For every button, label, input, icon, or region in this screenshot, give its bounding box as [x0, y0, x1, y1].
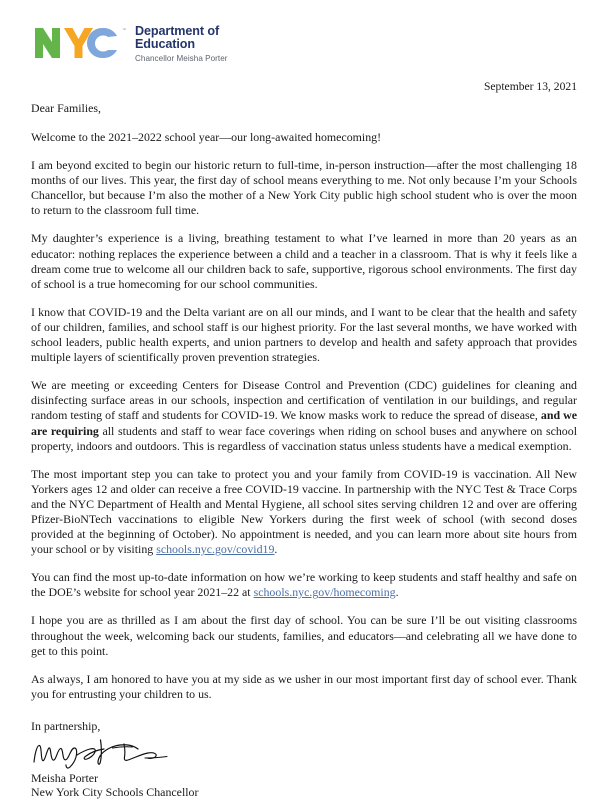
closing-line: In partnership, [31, 718, 101, 733]
paragraph-up-to-date-info [31, 570, 577, 600]
emphasis-cdc-guidelines: and we are requiring [31, 408, 577, 438]
signature-image [31, 736, 577, 770]
text-run: . [395, 585, 399, 600]
paragraph-thrilled: I hope you are as thrilled as I am about the first day of school. You can be sure I’ll be out visiting classrooms throughout the week, welcoming back our students, families, and educators—and celebrating all we have done to get to this point. [31, 613, 577, 658]
link-vaccination[interactable]: schools.nyc.gov/covid19 [156, 542, 275, 557]
paragraph-honored: As always, I am honored to have you at my side as we usher in our most important first day of school ever. Thank you for entrusting your children to us. [31, 671, 577, 701]
paragraph-historic-return: I am beyond excited to begin our historic return to full-time, in-person instruction—after the most challenging 18 months of our lives. This year, the first day of school means everything to me. Not only because I’m your Schools Chancellor, but because I’m also the mother of a New York City public high school student who is over the moon to return to the classroom full time. [31, 158, 577, 218]
letter-date: September 13, 2021 [483, 80, 577, 93]
paragraph-vaccination [31, 467, 577, 558]
paragraph-cdc-guidelines [31, 378, 577, 453]
signer-title: New York City Schools Chancellor [31, 785, 199, 799]
link-up-to-date-info[interactable]: schools.nyc.gov/homecoming [253, 585, 396, 600]
chancellor-subtitle: Chancellor Meisha Porter [135, 53, 228, 63]
paragraph-daughter-experience: My daughter’s experience is a living, breathing testament to what I’ve learned in more than 20 years as an educator: nothing replaces the experience between a child and a teacher in a classroom. That is why it feels like a dream come true to welcome all our children back to safe, supportive, rigorous school environments. The first day of school is a true homecoming for our school communities. [31, 231, 577, 291]
agency-line-2: Education [135, 37, 195, 52]
paragraph-covid-delta: I know that COVID-19 and the Delta variant are on all our minds, and I want to be clear that the health and safety of our children, families, and school staff is our highest priority. For the last several months, we have worked with school leaders, public health experts, and union partners to develop and health and safety approach that provides multiple layers of scientifically proven prevention strategies. [31, 304, 577, 365]
agency-line-1: Department of [135, 24, 220, 38]
letter-body [31, 101, 577, 799]
text-run: . [274, 542, 278, 557]
paragraph-list [31, 130, 577, 702]
paragraph-welcome: Welcome to the 2021–2022 school year—our long-awaited homecoming! [31, 130, 382, 144]
text-run: We are meeting or exceeding Centers for Disease Control and Prevention (CDC) guidelines for cleaning and disinfecting surface areas in our schools, inspection and certification of ventilation in our buildings, and regular random testing of staff and students for COVID-19. We know masks work to reduce the spread of disease, [31, 378, 577, 423]
salutation: Dear Families, [31, 101, 102, 115]
text-run: You can find the most up-to-date information on how we’re working to keep students and staff healthy and safe on the DOE’s website for school year 2021–22 at [31, 570, 577, 600]
letterhead [33, 26, 228, 65]
text-run: The most important step you can take to protect you and your family from COVID-19 is vaccination. All New Yorkers ages 12 and older can receive a free COVID-19 vaccine. In partnership with the NYC Test & Trace Corps and the NYC Department of Health and Mental Hygiene, all school sites serving children 12 and over are offering Pfizer-BioNTech vaccinations to eligible New Yorkers during the first week of school (with second doses provided at the beginning of October). No appointment is needed, and you can learn more about site hours from your school or by visiting [31, 466, 577, 557]
trademark-symbol: ™ [122, 27, 126, 32]
text-run: all students and staff to wear face coverings when riding on school buses and anywhere on school property, indoors and outdoors. This is regardless of vaccination status unless students have a medical exemption. [31, 423, 577, 453]
agency-name-block [135, 25, 228, 65]
signer-name: Meisha Porter [31, 770, 99, 785]
nyc-logo-icon [33, 26, 121, 60]
